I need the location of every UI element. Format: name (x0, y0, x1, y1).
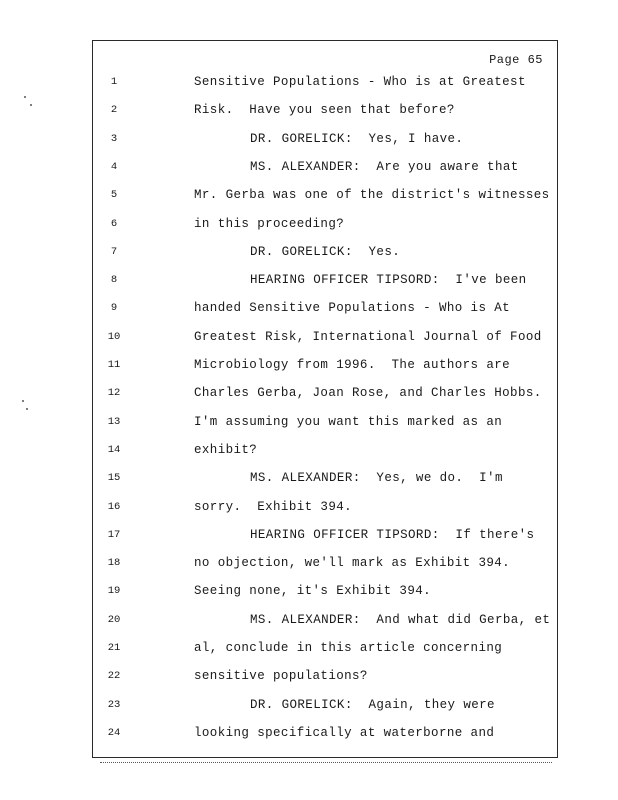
line-number: 18 (107, 557, 121, 570)
line-number: 22 (107, 670, 121, 683)
scan-speck (24, 96, 26, 98)
line-number: 16 (107, 500, 121, 513)
line-number: 19 (107, 585, 121, 598)
line-number: 4 (110, 160, 118, 173)
line-text: Greatest Risk, International Journal of Food (194, 329, 542, 344)
scan-speck (22, 400, 24, 402)
transcript-line (93, 443, 557, 471)
transcript-line (93, 613, 557, 641)
transcript-line (93, 415, 557, 443)
transcript-line (93, 584, 557, 612)
transcript-line (93, 641, 557, 669)
line-text: MS. ALEXANDER: And what did Gerba, et (250, 612, 551, 627)
line-text: al, conclude in this article concerning (194, 641, 503, 655)
transcript-line (93, 471, 557, 499)
line-text: DR. GORELICK: Again, they were (250, 697, 495, 712)
line-text: DR. GORELICK: Yes, I have. (250, 131, 464, 146)
line-number: 20 (107, 613, 121, 626)
transcript-line (93, 330, 557, 358)
line-text: HEARING OFFICER TIPSORD: If there's (250, 527, 535, 542)
line-text: I'm assuming you want this marked as an (194, 414, 503, 429)
transcript-line (93, 75, 557, 103)
scan-artifact-line (100, 762, 552, 765)
line-text: Mr. Gerba was one of the district's witnesses (194, 188, 550, 203)
line-number: 11 (107, 359, 121, 371)
transcript-line (93, 103, 557, 131)
transcript-line (93, 132, 557, 160)
line-number: 9 (110, 302, 118, 315)
line-text: handed Sensitive Populations - Who is At (194, 301, 511, 316)
transcript-line (93, 528, 557, 556)
line-number: 2 (110, 104, 118, 117)
line-number: 10 (107, 330, 121, 343)
line-text: no objection, we'll mark as Exhibit 394. (194, 556, 511, 571)
scan-speck (30, 104, 32, 106)
line-text: sensitive populations? (194, 669, 368, 684)
line-number: 7 (110, 245, 118, 258)
line-number: 8 (110, 274, 118, 287)
line-number: 17 (107, 528, 121, 541)
line-number: 23 (107, 698, 121, 711)
line-number: 24 (107, 726, 121, 739)
transcript-line (93, 500, 557, 528)
line-number: 5 (110, 189, 118, 202)
transcript-line (93, 217, 557, 245)
transcript-line (93, 669, 557, 697)
transcript-line (93, 160, 557, 188)
transcript-line (93, 386, 557, 414)
transcript-line (93, 556, 557, 584)
line-number: 1 (110, 76, 118, 88)
line-text: in this proceeding? (194, 216, 345, 231)
line-text: sorry. Exhibit 394. (194, 499, 353, 514)
line-text: HEARING OFFICER TIPSORD: I've been (250, 273, 527, 288)
line-number: 6 (110, 217, 118, 230)
line-text: Charles Gerba, Joan Rose, and Charles Hobbs. (194, 386, 542, 401)
scan-speck (26, 408, 28, 410)
line-text: Sensitive Populations - Who is at Greatest (194, 75, 526, 89)
page-number: Page 65 (489, 53, 543, 67)
line-number: 14 (107, 443, 121, 456)
line-text: MS. ALEXANDER: Yes, we do. I'm (250, 471, 503, 486)
line-text: Risk. Have you seen that before? (194, 103, 455, 118)
line-number: 3 (110, 132, 118, 145)
transcript-line (93, 273, 557, 301)
line-text: Seeing none, it's Exhibit 394. (194, 584, 432, 599)
line-text: MS. ALEXANDER: Are you aware that (250, 159, 519, 174)
transcript-line (93, 301, 557, 329)
transcript-line (93, 245, 557, 273)
line-number: 12 (107, 387, 121, 400)
transcript-line (93, 726, 557, 754)
line-text: DR. GORELICK: Yes. (250, 244, 401, 259)
line-text: Microbiology from 1996. The authors are (194, 358, 511, 372)
line-text: exhibit? (194, 442, 258, 457)
line-text: looking specifically at waterborne and (194, 725, 495, 740)
line-number: 21 (107, 642, 121, 654)
transcript-page (92, 40, 558, 758)
transcript-line (93, 358, 557, 386)
transcript-line (93, 698, 557, 726)
line-number: 13 (107, 415, 121, 428)
line-number: 15 (107, 472, 121, 485)
transcript-line (93, 188, 557, 216)
